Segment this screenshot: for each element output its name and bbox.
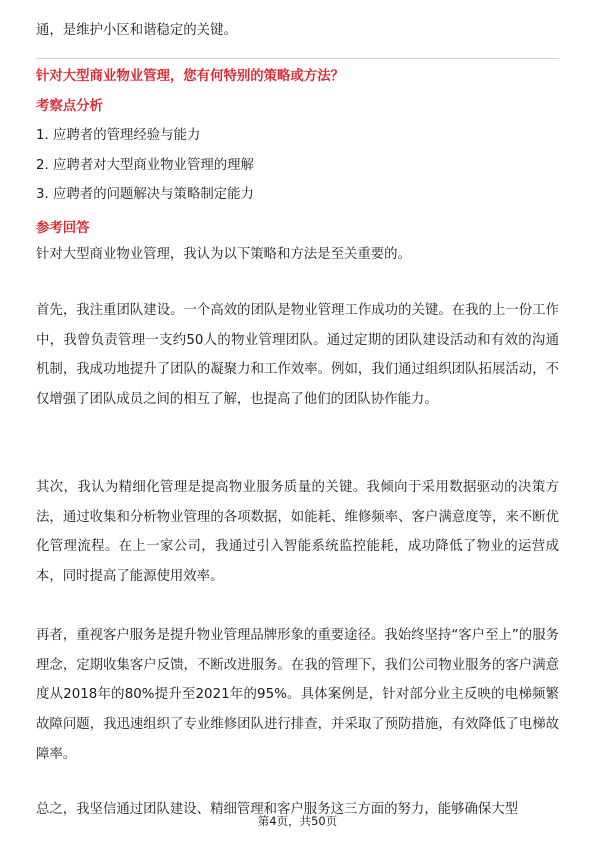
- question-title: 针对大型商业物业管理，您有何特别的策略或方法？: [36, 69, 344, 84]
- answer-paragraph: 总之，我坚信通过团队建设、精细管理和客户服务这三方面的努力，能够确保大型: [36, 802, 519, 817]
- section-divider: [36, 58, 559, 59]
- answer-paragraph: 再者，重视客户服务是提升物业管理品牌形象的重要途径。我始终坚持“客户至上”的服务理念，定期收集客户反馈，不断改进服务。在我的管理下，我们公司物业服务的客户满意度从2018年的80%提升至2021年的95%。具体案例是，针对部分业主反映的电梯频繁故障问题，我迅速组织了专业维修团队进行排查，并采取了预防措施，有效降低了电梯故障率。: [36, 628, 559, 762]
- analysis-item: 3. 应聘者的问题解决与策略制定能力: [36, 187, 254, 202]
- answer-paragraph: 其次，我认为精细化管理是提高物业服务质量的关键。我倾向于采用数据驱动的决策方法，通过收集和分析物业管理的各项数据，如能耗、维修频率、客户满意度等，来不断优化管理流程。在上一家公司，我通过引入智能系统监控能耗，成功降低了物业的运营成本，同时提高了能源使用效率。: [36, 480, 559, 585]
- analysis-item: 2. 应聘者对大型商业物业管理的理解: [36, 158, 254, 173]
- answer-heading: 参考回答: [36, 221, 90, 236]
- previous-answer-fragment: 通，是维护小区和谐稳定的关键。: [36, 23, 237, 38]
- answer-intro: 针对大型商业物业管理，我认为以下策略和方法是至关重要的。: [36, 247, 411, 262]
- analysis-heading: 考察点分析: [36, 99, 103, 114]
- answer-paragraph: 首先，我注重团队建设。一个高效的团队是物业管理工作成功的关键。在我的上一份工作中，我曾负责管理一支约50人的物业管理团队。通过定期的团队建设活动和有效的沟通机制，我成功地提升了团队的凝聚力和工作效率。例如，我们通过组织团队拓展活动，不仅增强了团队成员之间的相互了解，也提高了他们的团队协作能力。: [36, 303, 559, 408]
- analysis-item: 1. 应聘者的管理经验与能力: [36, 128, 201, 143]
- page-number: 第4页，共50页: [257, 814, 338, 828]
